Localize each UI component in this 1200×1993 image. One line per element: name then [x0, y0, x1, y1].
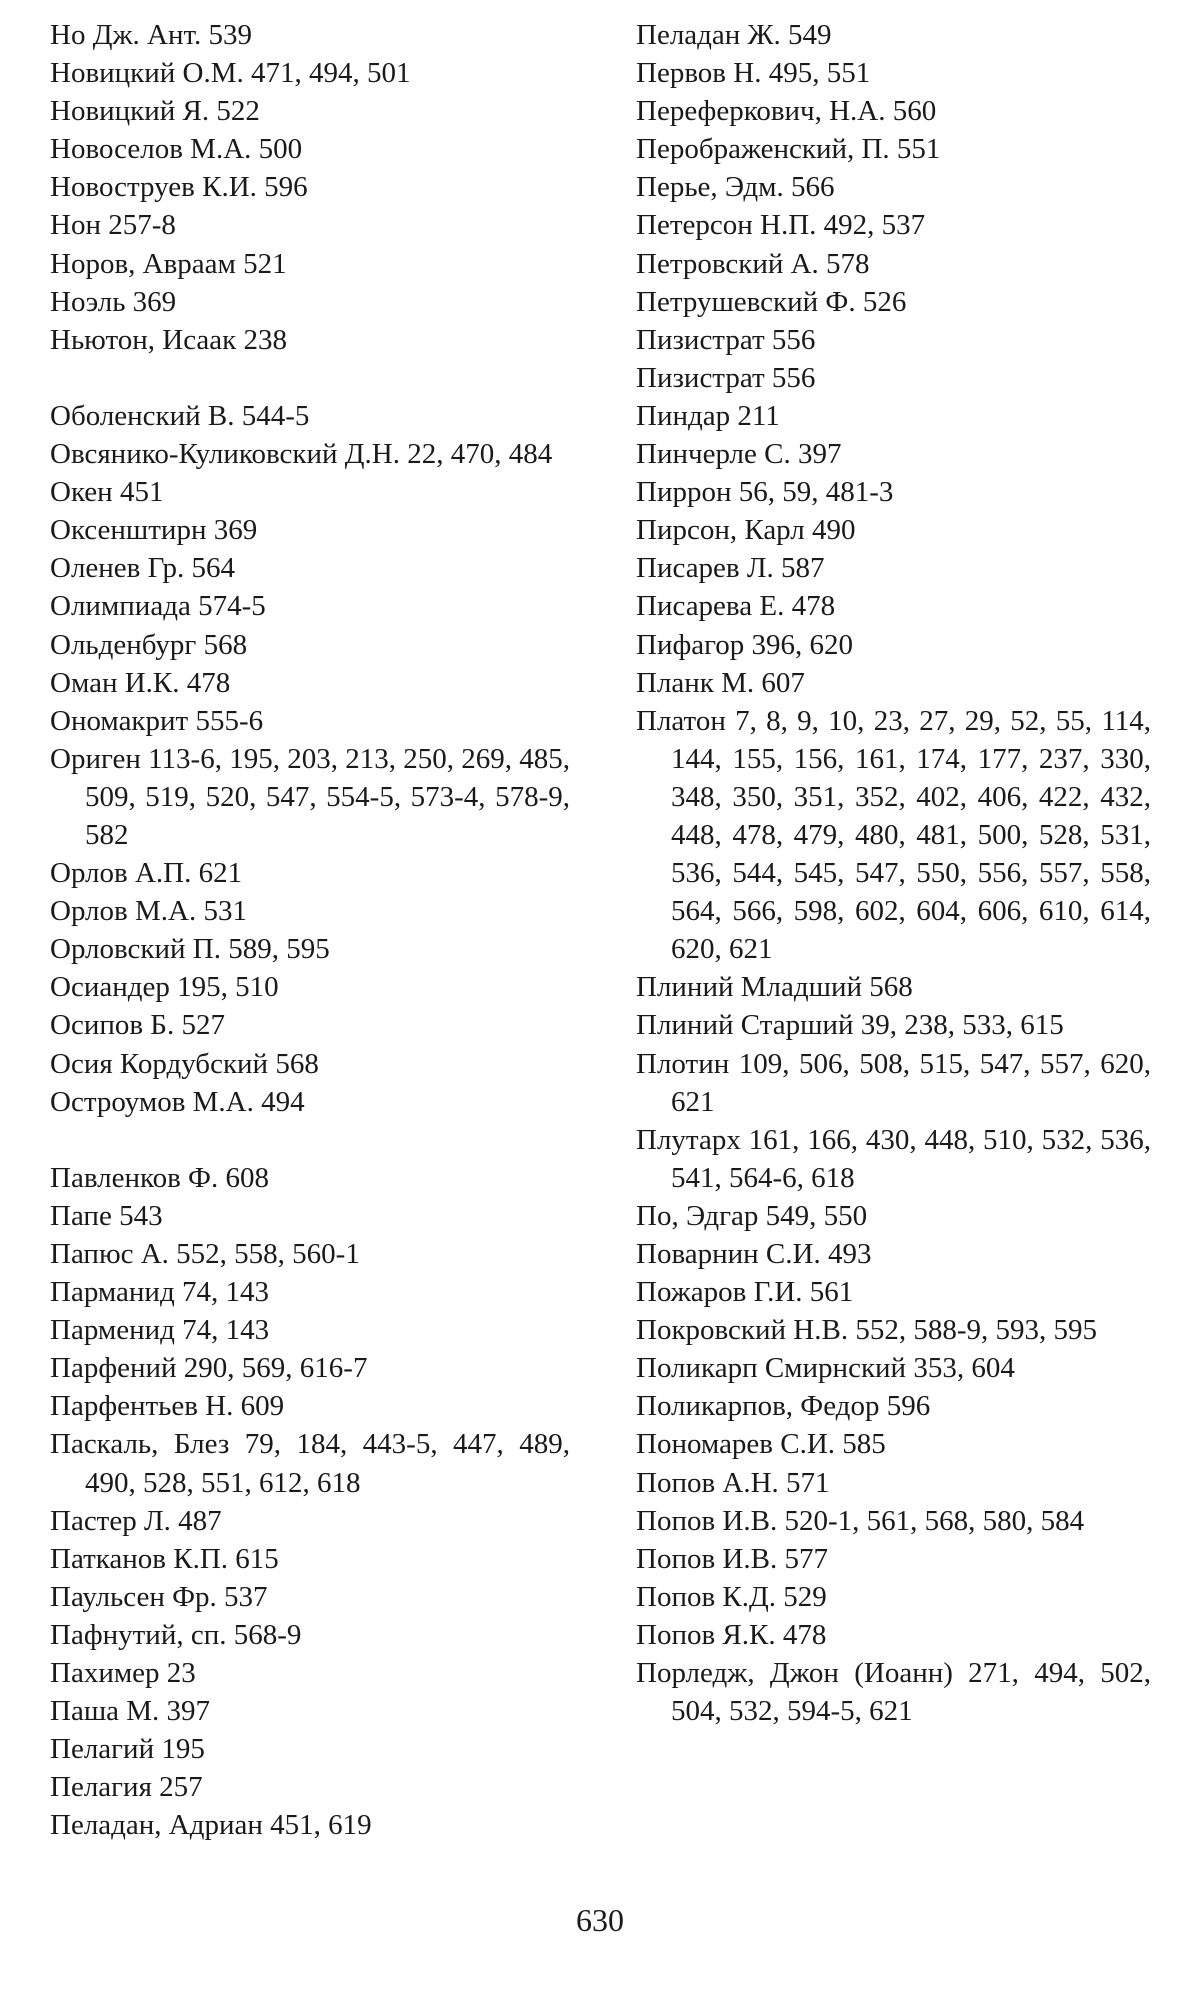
index-entry: Петрушевский Ф. 526: [636, 285, 907, 318]
index-entry: Павленков Ф. 608: [50, 1161, 269, 1194]
index-entry: По, Эдгар 549, 550: [636, 1199, 868, 1232]
index-entry: Поликарп Смирнский 353, 604: [636, 1352, 1015, 1385]
index-entry: Орловский П. 589, 595: [50, 933, 330, 966]
index-entry: Писарева Е. 478: [636, 590, 836, 623]
index-entry: Порледж, Джон (Иоанн) 271, 494, 502, 504, 532, 594-5, 621: [636, 1657, 1151, 1728]
index-entry: Перье, Эдм. 566: [636, 171, 835, 204]
letter-section-gap: [50, 359, 570, 397]
index-entry: Поликарпов, Федор 596: [636, 1390, 931, 1423]
index-entry: Перображенский, П. 551: [636, 133, 941, 166]
index-entry: Попов И.В. 577: [636, 1542, 828, 1575]
index-entry: Норов, Авраам 521: [50, 247, 287, 280]
index-entry: Пеладан Ж. 549: [636, 19, 832, 51]
index-entry: Парманид 74, 143: [50, 1276, 269, 1309]
index-entry: Пизистрат 556: [636, 323, 816, 356]
index-entry: Новоструев К.И. 596: [50, 171, 308, 204]
index-entry: Осиандер 195, 510: [50, 971, 279, 1004]
index-entry: Пахимер 23: [50, 1657, 196, 1690]
index-entry: Ольденбург 568: [50, 628, 248, 661]
index-entry: Окен 451: [50, 476, 164, 509]
index-entry: Нон 257-8: [50, 209, 176, 242]
index-entry: Поварнин С.И. 493: [636, 1238, 872, 1270]
index-entry: Но Дж. Ант. 539: [50, 19, 252, 51]
index-entry: Платон 7, 8, 9, 10, 23, 27, 29, 52, 55, 114, 144, 155, 156, 161, 174, 177, 237, 330, 348, 350, 351, 352, 402, 406, 422, 432, 448, 478, 479, 480, 481, 500, 528, 531, 536, 544, 545, 547, 550, 556, 557, 558, 564, 566, 598, 602, 604, 606, 610, 614, 620, 621: [636, 704, 1151, 966]
index-entry: Пиррон 56, 59, 481-3: [636, 476, 894, 509]
index-entry: Ноэль 369: [50, 285, 177, 318]
index-entry: Планк М. 607: [636, 666, 805, 699]
index-entry: Пинчерле С. 397: [636, 438, 842, 471]
index-entry: Овсянико-Куликовский Д.Н. 22, 470, 484: [50, 438, 553, 471]
index-entry: Пономарев С.И. 585: [636, 1428, 886, 1461]
index-entry: Орлов М.А. 531: [50, 895, 247, 928]
index-entry: Новоселов М.А. 500: [50, 133, 303, 166]
index-entry: Пирсон, Карл 490: [636, 514, 856, 547]
index-entry: Пиндар 211: [636, 399, 780, 432]
index-entry: Остроумов М.А. 494: [50, 1085, 305, 1118]
index-entry: Попов И.В. 520-1, 561, 568, 580, 584: [636, 1504, 1085, 1537]
index-entry: Плиний Младший 568: [636, 971, 913, 1004]
index-entry: Ньютон, Исаак 238: [50, 323, 288, 356]
index-entry: Патканов К.П. 615: [50, 1542, 279, 1575]
page-number: 630: [576, 1902, 624, 1938]
index-entry: Парменид 74, 143: [50, 1314, 270, 1347]
index-entry: Папюс А. 552, 558, 560-1: [50, 1238, 360, 1270]
index-entry: Новицкий О.М. 471, 494, 501: [50, 57, 411, 90]
index-column-right: [636, 16, 1151, 1730]
letter-section-gap: [50, 1121, 570, 1159]
index-entry: Плутарх 161, 166, 430, 448, 510, 532, 536, 541, 564-6, 618: [636, 1123, 1151, 1194]
index-entry: Петерсон Н.П. 492, 537: [636, 209, 926, 242]
index-entry: Попов К.Д. 529: [636, 1580, 827, 1613]
index-entry: Ономакрит 555-6: [50, 704, 264, 737]
index-entry: Осия Кордубский 568: [50, 1047, 319, 1080]
index-entry: Плотин 109, 506, 508, 515, 547, 557, 620, 621: [636, 1047, 1151, 1118]
index-entry: Парфений 290, 569, 616-7: [50, 1352, 368, 1385]
index-entry: Попов А.Н. 571: [636, 1466, 830, 1499]
index-entry: Оксенштирн 369: [50, 514, 258, 547]
index-entry: Попов Я.К. 478: [636, 1618, 827, 1651]
index-entry: Орлов А.П. 621: [50, 857, 243, 890]
index-entry: Осипов Б. 527: [50, 1009, 225, 1042]
index-entry: Писарев Л. 587: [636, 552, 825, 585]
index-entry: Пеладан, Адриан 451, 619: [50, 1809, 372, 1842]
index-entry: Паскаль, Блез 79, 184, 443-5, 447, 489, 490, 528, 551, 612, 618: [50, 1428, 570, 1499]
index-entry: Переферкович, Н.А. 560: [636, 95, 937, 128]
index-entry: Плиний Старший 39, 238, 533, 615: [636, 1009, 1064, 1042]
index-entry: Новицкий Я. 522: [50, 95, 260, 128]
index-entry: Парфентьев Н. 609: [50, 1390, 285, 1423]
index-entry: Папе 543: [50, 1199, 163, 1232]
index-entry: Пелагия 257: [50, 1771, 203, 1804]
index-entry: Паульсен Фр. 537: [50, 1580, 268, 1613]
index-entry: Первов Н. 495, 551: [636, 57, 871, 90]
index-entry: Пастер Л. 487: [50, 1504, 222, 1537]
index-column-left: [50, 16, 570, 1845]
index-entry: Олимпиада 574-5: [50, 590, 266, 623]
index-entry: Пифагор 396, 620: [636, 628, 854, 661]
index-entry: Пизистрат 556: [636, 361, 816, 394]
index-entry: Пожаров Г.И. 561: [636, 1276, 854, 1309]
index-entry: Оленев Гр. 564: [50, 552, 236, 585]
index-entry: Пелагий 195: [50, 1733, 205, 1766]
index-entry: Пафнутий, сп. 568-9: [50, 1618, 302, 1651]
index-entry: Ориген 113-6, 195, 203, 213, 250, 269, 485, 509, 519, 520, 547, 554-5, 573-4, 578-9, 582: [50, 742, 570, 851]
index-entry: Петровский А. 578: [636, 247, 870, 280]
index-entry: Оман И.К. 478: [50, 666, 231, 699]
index-entry: Паша М. 397: [50, 1695, 211, 1728]
index-entry: Оболенский В. 544-5: [50, 399, 310, 432]
index-entry: Покровский Н.В. 552, 588-9, 593, 595: [636, 1314, 1097, 1347]
